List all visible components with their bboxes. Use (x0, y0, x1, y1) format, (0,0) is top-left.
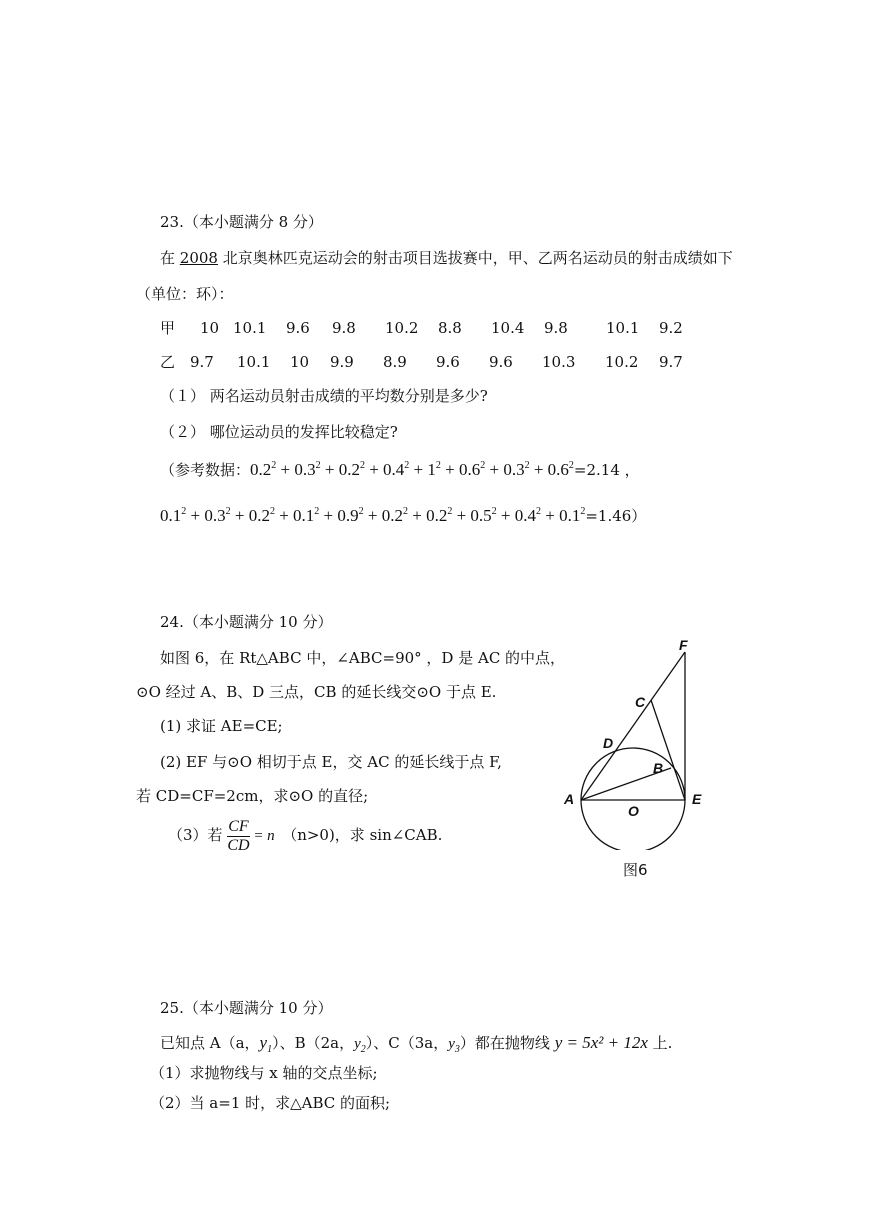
q23-sub2: （２） 哪位运动员的发挥比较稳定? (160, 423, 398, 441)
score-cell: 9.6 (286, 319, 310, 337)
row-label: 乙 (160, 353, 176, 371)
plus-sign: + (452, 506, 471, 525)
segment-ce (651, 700, 685, 800)
score-cell: 9.9 (330, 353, 354, 371)
q25-l1-mid2: ）、C（3a， (365, 1034, 449, 1052)
q23-intro-line2: （单位：环）： (136, 285, 234, 303)
plus-sign: + (230, 506, 249, 525)
q23-ref-line2 (160, 506, 646, 526)
ref-label: （参考数据： (160, 461, 251, 479)
ref1-result: =2.14 ， (573, 461, 640, 479)
score-row-jia (160, 318, 699, 338)
label-e: E (692, 791, 702, 807)
plus-sign: + (409, 460, 428, 479)
plus-sign: + (541, 506, 560, 525)
score-cell: 10.4 (491, 319, 525, 337)
q23-intro-year: 2008 (179, 249, 218, 267)
q25-l1-post: 上. (647, 1034, 673, 1052)
q23-intro-pre: 在 (160, 249, 180, 267)
score-cell: 8.8 (438, 319, 462, 337)
y2: $y_2$ (354, 1036, 366, 1055)
squared-term: $0.3^2$ (204, 506, 231, 525)
ref1-expression (250, 460, 574, 479)
q24-line5: 若 CD=CF=2cm，求⊙O 的直径; (136, 787, 369, 805)
parabola-equation: y = 5x² + 12x (554, 1033, 648, 1052)
q23-sub1: （１） 两名运动员射击成绩的平均数分别是多少? (160, 387, 488, 405)
label-o: O (628, 803, 639, 819)
y3: $y_3$ (448, 1036, 460, 1055)
plus-sign: + (320, 460, 339, 479)
q24-line6-post: （n>0)，求 sin∠CAB. (274, 826, 443, 844)
q25-l1-pre: 已知点 A（a， (160, 1034, 260, 1052)
squared-term: $0.3^2$ (503, 460, 530, 479)
plus-sign: + (363, 506, 382, 525)
squared-term: $0.4^2$ (514, 506, 541, 525)
squared-term: $0.1^2$ (559, 506, 586, 525)
score-cell: 9.2 (659, 319, 683, 337)
q25-line1 (160, 1033, 672, 1054)
score-cell: 10.2 (605, 353, 639, 371)
score-cell: 9.7 (659, 353, 683, 371)
squared-term: $0.2^2$ (426, 506, 453, 525)
frac-denominator: CD (227, 836, 250, 854)
q25-heading: 25.（本小题满分 10 分） (160, 999, 333, 1017)
squared-term: $0.1^2$ (293, 506, 320, 525)
score-cell: 9.7 (190, 353, 214, 371)
y1: $y_1$ (259, 1033, 273, 1055)
squared-term: $1^2$ (427, 460, 441, 479)
q24-heading: 24.（本小题满分 10 分） (160, 613, 333, 631)
q24-line3: (1) 求证 AE=CE; (160, 717, 283, 735)
label-c: C (635, 694, 646, 710)
plus-sign: + (529, 460, 548, 479)
label-d: D (603, 735, 614, 751)
q23-heading: 23.（本小题满分 8 分） (160, 213, 323, 231)
squared-term: $0.9^2$ (337, 506, 364, 525)
squared-term: $0.6^2$ (547, 460, 574, 479)
plus-sign: + (496, 506, 515, 525)
score-cell: 10.2 (385, 319, 419, 337)
geometry-figure (555, 630, 725, 850)
score-cell: 8.9 (383, 353, 407, 371)
frac-numerator: CF (228, 817, 249, 835)
label-b: B (653, 760, 664, 776)
squared-term: $0.2^2$ (381, 506, 408, 525)
squared-term: $0.6^2$ (458, 460, 486, 479)
q25-sub1: （1）求抛物线与 x 轴的交点坐标; (150, 1064, 378, 1082)
q24-line6-eq: = n (249, 828, 275, 844)
squared-term: $0.2^2$ (248, 506, 275, 525)
score-cell: 10.3 (542, 353, 576, 371)
fraction-cf-cd (227, 818, 249, 855)
score-cell: 10 (290, 353, 310, 371)
label-a: A (564, 791, 575, 807)
plus-sign: + (485, 460, 504, 479)
row-label: 甲 (160, 319, 176, 337)
ref2-result: =1.46） (585, 507, 647, 525)
score-cell: 10.1 (237, 353, 271, 371)
score-cell: 9.6 (436, 353, 460, 371)
q24-line4: (2) EF 与⊙O 相切于点 E，交 AC 的延长线于点 F, (160, 753, 502, 771)
q24-line6 (168, 812, 442, 859)
label-f: F (679, 637, 688, 653)
figure-caption: 图6 (623, 861, 648, 879)
score-cell: 10 (200, 319, 220, 337)
plus-sign: + (274, 506, 294, 525)
squared-term: $0.2^2$ (250, 460, 277, 479)
q23-ref-line1 (160, 460, 640, 480)
q24-line1: 如图 6，在 Rt△ABC 中，∠ABC=90° ，D 是 AC 的中点， (160, 649, 566, 667)
q25-sub2: （2）当 a=1 时，求△ABC 的面积; (150, 1094, 391, 1112)
q25-l1-mid3: ）都在抛物线 (459, 1034, 555, 1052)
ref2-expression (160, 506, 585, 525)
squared-term: $0.5^2$ (470, 506, 497, 525)
plus-sign: + (186, 506, 205, 525)
plus-sign: + (440, 460, 459, 479)
squared-term: $0.2^2$ (338, 460, 365, 479)
q25-l1-mid1: ）、B（2a， (272, 1034, 355, 1052)
plus-sign: + (319, 506, 338, 525)
score-cell: 9.8 (544, 319, 568, 337)
score-cell: 10.1 (606, 319, 640, 337)
squared-term: $0.1^2$ (160, 506, 187, 525)
circle-o (581, 748, 685, 850)
squared-term: $0.3^2$ (294, 460, 321, 479)
score-row-yi (160, 352, 699, 372)
q24-line6-pre: （3）若 (168, 826, 223, 844)
q23-intro (160, 248, 733, 268)
plus-sign: + (364, 460, 384, 479)
squared-term: $0.4^2$ (383, 460, 410, 479)
plus-sign: + (407, 506, 427, 525)
plus-sign: + (276, 460, 295, 479)
q24-line2: ⊙O 经过 A、B、D 三点，CB 的延长线交⊙O 于点 E. (136, 683, 497, 701)
segment-af (581, 652, 685, 800)
score-cell: 10.1 (233, 319, 267, 337)
q23-intro-post: 北京奥林匹克运动会的射击项目选拔赛中，甲、乙两名运动员的射击成绩如下 (217, 249, 733, 267)
score-cell: 9.6 (489, 353, 513, 371)
score-cell: 9.8 (332, 319, 356, 337)
y1-symbol: y (259, 1033, 268, 1052)
